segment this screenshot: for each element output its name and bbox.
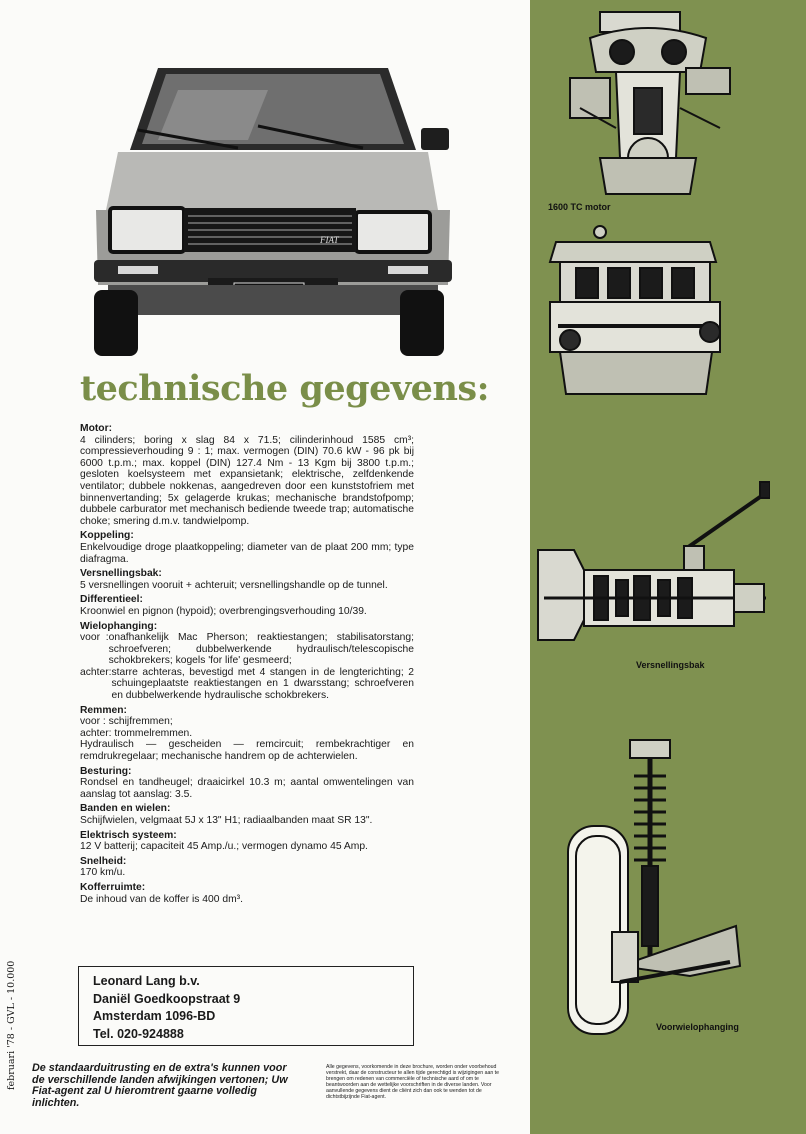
caption-gearbox: Versnellingsbak bbox=[636, 660, 705, 670]
besturing-text: Rondsel en tandheugel; draaicirkel 10.3 m; aantal omwentelingen van aanslag tot aanslag: 3.5. bbox=[80, 777, 414, 800]
differentieel-text: Kroonwiel en pignon (hypoid); overbrengingsverhouding 10/39. bbox=[80, 605, 367, 617]
wielophanging-achter bbox=[80, 667, 414, 702]
remmen-text: Hydraulisch — gescheiden — remcircuit; rembekrachtiger en remdrukregelaar; mechanische handrem op de achterwielen. bbox=[80, 739, 414, 763]
front-suspension-diagram bbox=[560, 736, 750, 1036]
gearbox-diagram bbox=[534, 480, 770, 652]
heading-remmen: Remmen: bbox=[80, 704, 127, 716]
caption-suspension: Voorwielophanging bbox=[656, 1022, 739, 1032]
heading-elektrisch: Elektrisch systeem: bbox=[80, 829, 177, 841]
remmen-voor: voor : schijfremmen; bbox=[80, 716, 173, 728]
motor-text: 4 cilinders; boring x slag 84 x 71.5; cilinderinhoud 1585 cm³; compressieverhouding 9 : 1; max. vermogen (DIN) 70.6 kW - 96 pk bij 6000 t.p.m.; max. koppel (DIN) 127.4 Nm - 13 Kgm bij 3800 t.p.m.; gesloten koelsysteem met expansietank; elektrische, zelfdenkende ventilator; dubbele nokkenas, aangedreven door een kunststofriem met binnenvertanding; 5x gelagerde krukas; mechanische brandstofpomp; dubbele carburator met mechanisch bediende tweede trap; automatische choke; smering d.m.v. tandwielpomp. bbox=[80, 434, 414, 527]
versnellingsbak-text: 5 versnellingen vooruit + achteruit; versnellingshandle op de tunnel. bbox=[80, 579, 388, 591]
fiat-badge: FIAT bbox=[320, 235, 339, 245]
dealer-phone: Tel. 020-924888 bbox=[93, 1026, 184, 1041]
voor-text: onafhankelijk Mac Pherson; reaktiestangen; stabilisatorstang; schroefveren; dubbelwerkende hydraulisch/telescopische schokbrekers; kogels 'for life' gesmeerd; bbox=[108, 632, 414, 667]
heading-wielophanging: Wielophanging: bbox=[80, 620, 158, 632]
car-front-photo bbox=[88, 60, 458, 360]
heading-versnellingsbak: Versnellingsbak: bbox=[80, 568, 162, 580]
engine-cross-section-diagram bbox=[560, 8, 736, 200]
banden-text: Schijfwielen, velgmaat 5J x 13" H1; radiaalbanden maat SR 13". bbox=[80, 815, 373, 826]
heading-besturing: Besturing: bbox=[80, 765, 132, 777]
achter-text: starre achteras, bevestigd met 4 stangen in de lengterichting; 2 schuingeplaatste reaktiestangen en 1 dwarsstang; schroefveren en dubbelwerkende hydraulische schokbrekers. bbox=[111, 666, 414, 702]
heading-kofferruimte: Kofferruimte: bbox=[80, 881, 146, 893]
heading-banden: Banden en wielen: bbox=[80, 803, 171, 815]
page-title: technische gegevens: bbox=[80, 368, 490, 409]
koppeling-text: Enkelvoudige droge plaatkoppeling; diameter van de plaat 200 mm; type diafragma. bbox=[80, 541, 414, 565]
kofferruimte-text: De inhoud van de koffer is 400 dm³. bbox=[80, 893, 243, 905]
heading-motor: Motor: bbox=[80, 423, 113, 434]
small-print: Alle gegevens, voorkomende in deze brochure, worden onder voorbehoud verstrekt, daar de constructeur te allen tijde gerechtigd is wijzigingen aan te brengen om redenen van commerciële of technische aard of om te beantwoorden aan de wettelijke voorschriften in de diverse landen. Voor aanvullende gegevens dient de cliënt zich dan ook te wenden tot de dichtstbijzijnde Fiat-agent. bbox=[326, 1064, 500, 1100]
caption-engine: 1600 TC motor bbox=[548, 202, 611, 212]
elektrisch-text: 12 V batterij; capaciteit 45 Amp./u.; vermogen dynamo 45 Amp. bbox=[80, 841, 368, 853]
dealer-street: Daniël Goedkoopstraat 9 bbox=[93, 991, 241, 1006]
dealer-name: Leonard Lang b.v. bbox=[93, 974, 200, 988]
disclaimer: De standaarduitrusting en de extra's kunnen voor de verschillende landen afwijkingen vertonen; Uw Fiat-agent zal U hieromtrent gaarne volledig inlichten. bbox=[32, 1062, 288, 1109]
dealer-city: Amsterdam 1096-BD bbox=[93, 1009, 216, 1023]
heading-koppeling: Koppeling: bbox=[80, 530, 134, 542]
print-code: februari '78 - GVL - 10.000 bbox=[6, 960, 17, 1090]
achter-label: achter: bbox=[80, 666, 112, 678]
dealer-stamp bbox=[78, 966, 414, 1046]
heading-snelheid: Snelheid: bbox=[80, 855, 127, 867]
remmen-achter: achter: trommelremmen. bbox=[80, 727, 193, 739]
engine-longitudinal-diagram bbox=[540, 222, 726, 400]
wielophanging-voor bbox=[80, 632, 414, 667]
specifications bbox=[80, 420, 414, 905]
snelheid-text: 170 km/u. bbox=[80, 867, 126, 879]
voor-label: voor : bbox=[80, 632, 109, 644]
heading-differentieel: Differentieel: bbox=[80, 594, 143, 606]
